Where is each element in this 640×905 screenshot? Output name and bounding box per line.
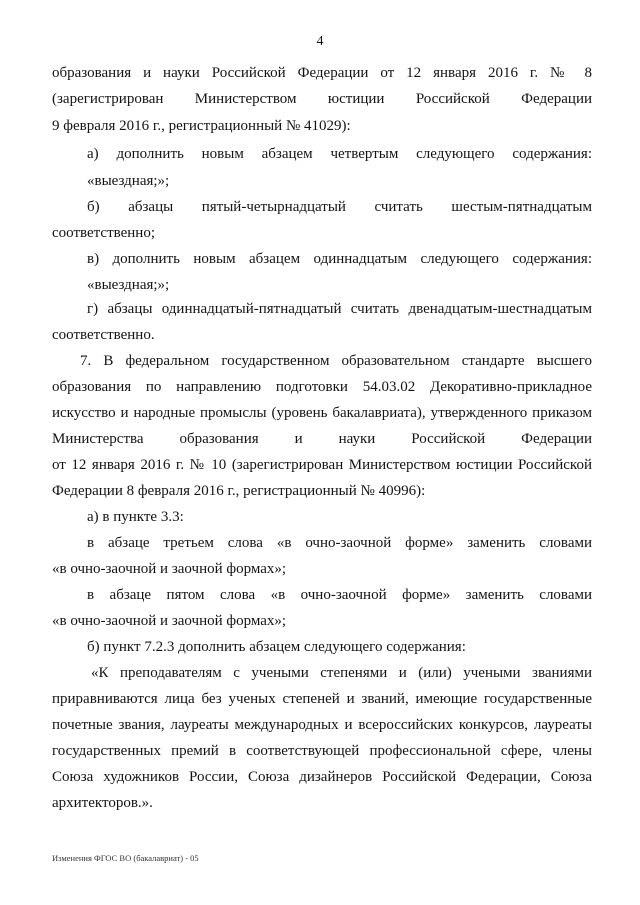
text-line: б) абзацы пятый-четырнадцатый считать шестым-пятнадцатым bbox=[87, 199, 592, 215]
text-line: государственных премий в соответствующей профессиональной сфере, члены bbox=[52, 743, 592, 759]
text-line: 9 февраля 2016 г., регистрационный № 41029): bbox=[52, 118, 351, 134]
text-line: а) в пункте 3.3: bbox=[87, 509, 184, 525]
text-line: Федерации 8 февраля 2016 г., регистрационный № 40996): bbox=[52, 483, 426, 499]
text-line: «в очно-заочной и заочной формах»; bbox=[52, 613, 287, 629]
text-line: 7. В федеральном государственном образовательном стандарте высшего bbox=[80, 353, 592, 369]
page-footer: Изменения ФГОС ВО (бакалавриат) - 05 bbox=[52, 853, 199, 863]
text-line: образования и науки Российской Федерации от 12 января 2016 г. № 8 bbox=[52, 65, 592, 81]
text-line: приравниваются лица без ученых степеней и званий, имеющие государственные bbox=[52, 691, 592, 707]
page-number: 4 bbox=[316, 34, 324, 49]
text-line: «выездная;»; bbox=[87, 277, 170, 293]
text-line: соответственно; bbox=[52, 225, 155, 241]
text-line: «К преподавателям с учеными степенями и (или) учеными званиями bbox=[91, 665, 592, 681]
text-line: в абзаце пятом слова «в очно-заочной форме» заменить словами bbox=[87, 587, 592, 603]
text-line: в) дополнить новым абзацем одиннадцатым следующего содержания: bbox=[87, 251, 592, 267]
text-line: «выездная;»; bbox=[87, 173, 170, 189]
text-line: г) абзацы одиннадцатый-пятнадцатый считать двенадцатым-шестнадцатым bbox=[87, 301, 592, 317]
text-line: искусство и народные промыслы (уровень бакалавриата), утвержденного приказом bbox=[52, 405, 592, 421]
text-line: а) дополнить новым абзацем четвертым следующего содержания: bbox=[87, 146, 592, 162]
text-line: образования по направлению подготовки 54.03.02 Декоративно-прикладное bbox=[52, 379, 592, 395]
text-line: соответственно. bbox=[52, 327, 155, 343]
text-line: (зарегистрирован Министерством юстиции Российской Федерации bbox=[52, 91, 592, 107]
text-line: «в очно-заочной и заочной формах»; bbox=[52, 561, 287, 577]
text-line: б) пункт 7.2.3 дополнить абзацем следующего содержания: bbox=[87, 639, 466, 655]
text-line: архитекторов.». bbox=[52, 795, 153, 811]
text-line: в абзаце третьем слова «в очно-заочной форме» заменить словами bbox=[87, 535, 592, 551]
text-line: от 12 января 2016 г. № 10 (зарегистрирован Министерством юстиции Российской bbox=[52, 457, 592, 473]
text-line: Министерства образования и науки Российской Федерации bbox=[52, 431, 592, 447]
text-line: почетные звания, лауреаты международных и всероссийских конкурсов, лауреаты bbox=[52, 717, 592, 733]
text-line: Союза художников России, Союза дизайнеров Российской Федерации, Союза bbox=[52, 769, 592, 785]
